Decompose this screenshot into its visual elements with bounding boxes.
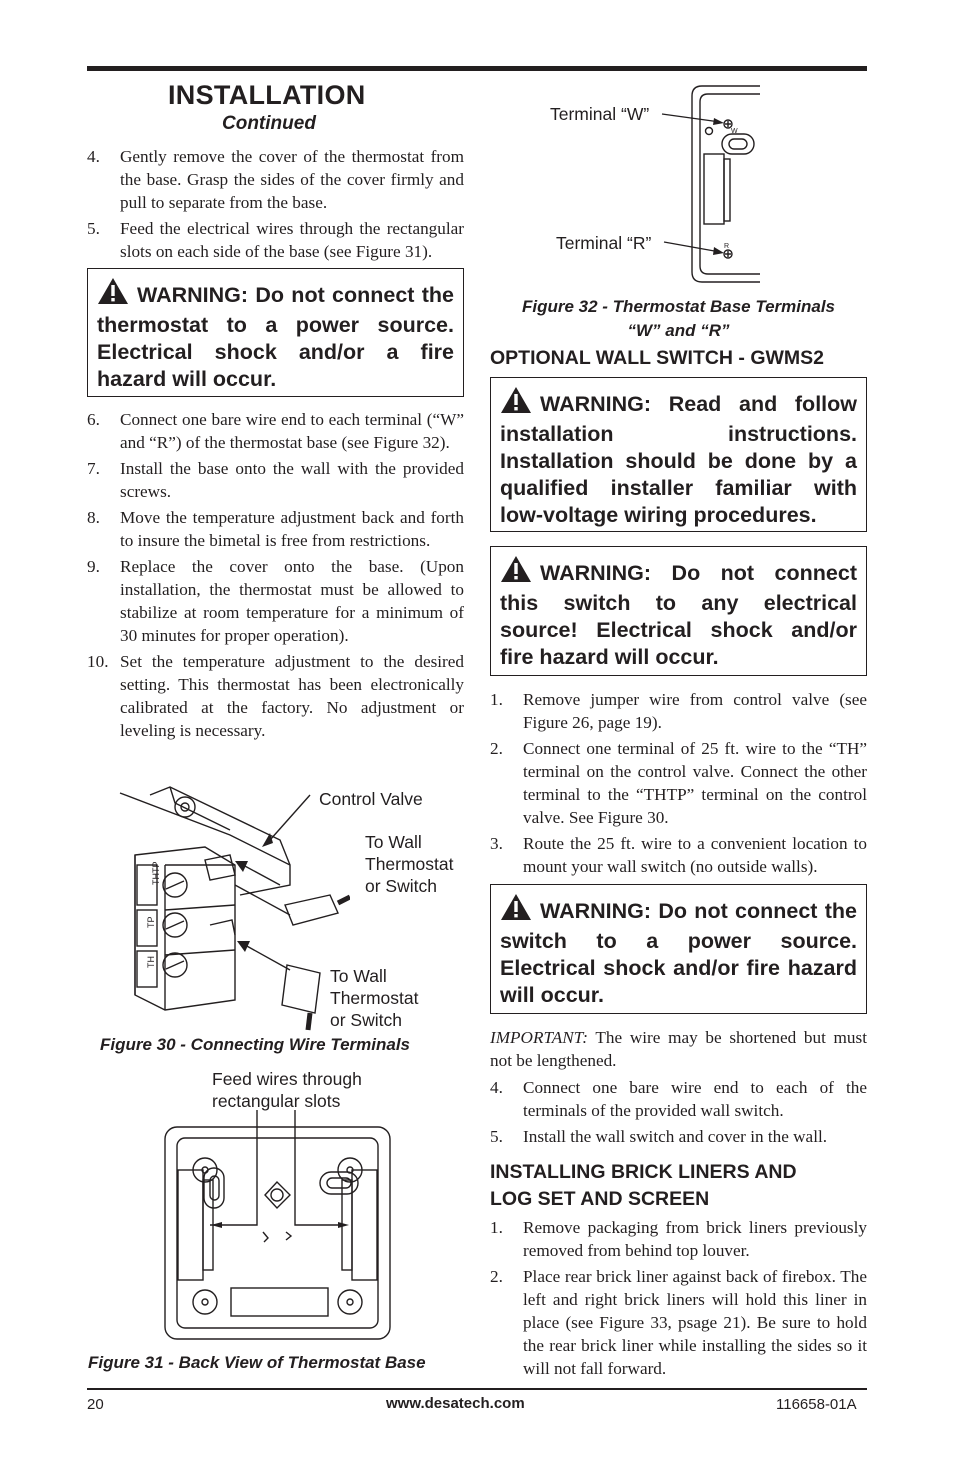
figure-31-caption: Figure 31 - Back View of Thermostat Base <box>88 1353 426 1372</box>
list-item: 7. Install the base onto the wall with the provided screws. <box>87 459 464 501</box>
figure-30-caption: Figure 30 - Connecting Wire Terminals <box>100 1035 410 1054</box>
steps-list-switch <box>490 688 867 881</box>
label-feed-wires: Feed wires through rectangular slots <box>212 1069 362 1111</box>
page-number: 20 <box>87 1396 104 1413</box>
list-item: 6. Connect one bare wire end to each terminal (“W” and “R”) of the thermostat base (see Figure 32). <box>87 410 464 452</box>
label-control-valve: Control Valve <box>319 789 423 809</box>
label-upper-wire: To Wall Thermostat or Switch <box>365 832 454 896</box>
label-terminal-w: Terminal “W” <box>550 104 650 124</box>
footer-url[interactable]: www.desatech.com <box>386 1395 525 1412</box>
warning-icon <box>500 386 532 421</box>
label-lower-wire: To Wall Thermostat or Switch <box>330 966 419 1030</box>
list-item: 2. Place rear brick liner against back of firebox. The left and right brick liners will hold this liner in place (see Figure 33, psage 21). Be sure to hold the rear brick liner while installing the sides so it will not fall forward. <box>490 1267 867 1378</box>
section-subtitle: Continued <box>222 113 316 134</box>
figure-32-drawing <box>650 84 765 284</box>
terminal-mark-r: R <box>724 243 730 250</box>
warning-box-installer: WARNING: Read and follow installation instructions. Installation should be done by a qualified installer familiar with low-voltage wiring procedures. <box>490 377 867 532</box>
document-number: 116658-01A <box>776 1396 857 1413</box>
steps-list-b <box>87 408 464 745</box>
list-item: 10. Set the temperature adjustment to the desired setting. This thermostat has been electronically calibrated at the factory. No adjustment or leveling is necessary. <box>87 652 464 740</box>
list-item: 5. Install the wall switch and cover in the wall. <box>490 1127 828 1146</box>
list-item: 4. Gently remove the cover of the thermostat from the base. Grasp the sides of the cover firmly and pull to separate from the base. <box>87 147 464 212</box>
heading-brick-liners: INSTALLING BRICK LINERS AND LOG SET AND SCREEN <box>490 1161 797 1210</box>
list-item: 3. Route the 25 ft. wire to a convenient location to mount your wall switch (no outside walls). <box>490 834 867 876</box>
figure-31-drawing <box>160 1110 395 1345</box>
warning-box-thermostat: WARNING: Do not connect the thermostat to a power source. Electrical shock and/or a fire hazard will occur. <box>87 268 464 397</box>
warning-icon <box>97 277 129 312</box>
figure-30-drawing <box>110 785 350 1035</box>
list-item: 8. Move the temperature adjustment back and forth to insure the bimetal is free from restrictions. <box>87 508 464 550</box>
list-item: 2. Connect one terminal of 25 ft. wire to the “TH” terminal on the control valve. Connect the other terminal to the “THTP” terminal on the control valve. See Figure 30. <box>490 739 867 827</box>
important-note: IMPORTANT: The wire may be shortened but must not be lengthened. <box>490 1028 867 1070</box>
terminal-label-thtp: THTP <box>151 861 161 885</box>
figure-32-caption: Figure 32 - Thermostat Base Terminals “W” and “R” <box>521 297 836 340</box>
list-item: 4. Connect one bare wire end to each of the terminals of the provided wall switch. <box>490 1078 867 1120</box>
warning-box-electrical: WARNING: Do not connect this switch to any electrical source! Electrical shock and/or fire hazard will occur. <box>490 546 867 676</box>
label-terminal-r: Terminal “R” <box>556 233 652 253</box>
list-item: 1. Remove packaging from brick liners previously removed from behind top louver. <box>490 1218 867 1260</box>
steps-list-brick <box>490 1216 867 1383</box>
list-item: 5. Feed the electrical wires through the rectangular slots on each side of the base (see Figure 31). <box>87 219 464 261</box>
list-item: 1. Remove jumper wire from control valve (see Figure 26, page 19). <box>490 690 867 732</box>
important-label: IMPORTANT: <box>490 1028 589 1047</box>
section-title: INSTALLATION <box>168 80 366 110</box>
top-rule <box>87 66 867 71</box>
terminal-label-th: TH <box>146 956 156 968</box>
heading-wall-switch: OPTIONAL WALL SWITCH - GWMS2 <box>490 347 825 369</box>
warning-icon <box>500 893 532 928</box>
steps-list-a <box>87 145 464 266</box>
warning-box-power-source: WARNING: Do not connect the switch to a power source. Electrical shock and/or fire hazard will occur. <box>490 884 867 1014</box>
terminal-mark-w: W <box>731 128 738 135</box>
terminal-label-tp: TP <box>146 916 156 928</box>
list-item: 9. Replace the cover onto the base. (Upon installation, the thermostat must be allowed to stabilize at room temperature for a minimum of 30 minutes for proper operation). <box>87 557 464 645</box>
steps-list-switch-b <box>490 1076 867 1151</box>
warning-icon <box>500 555 532 590</box>
bottom-rule <box>87 1388 867 1390</box>
